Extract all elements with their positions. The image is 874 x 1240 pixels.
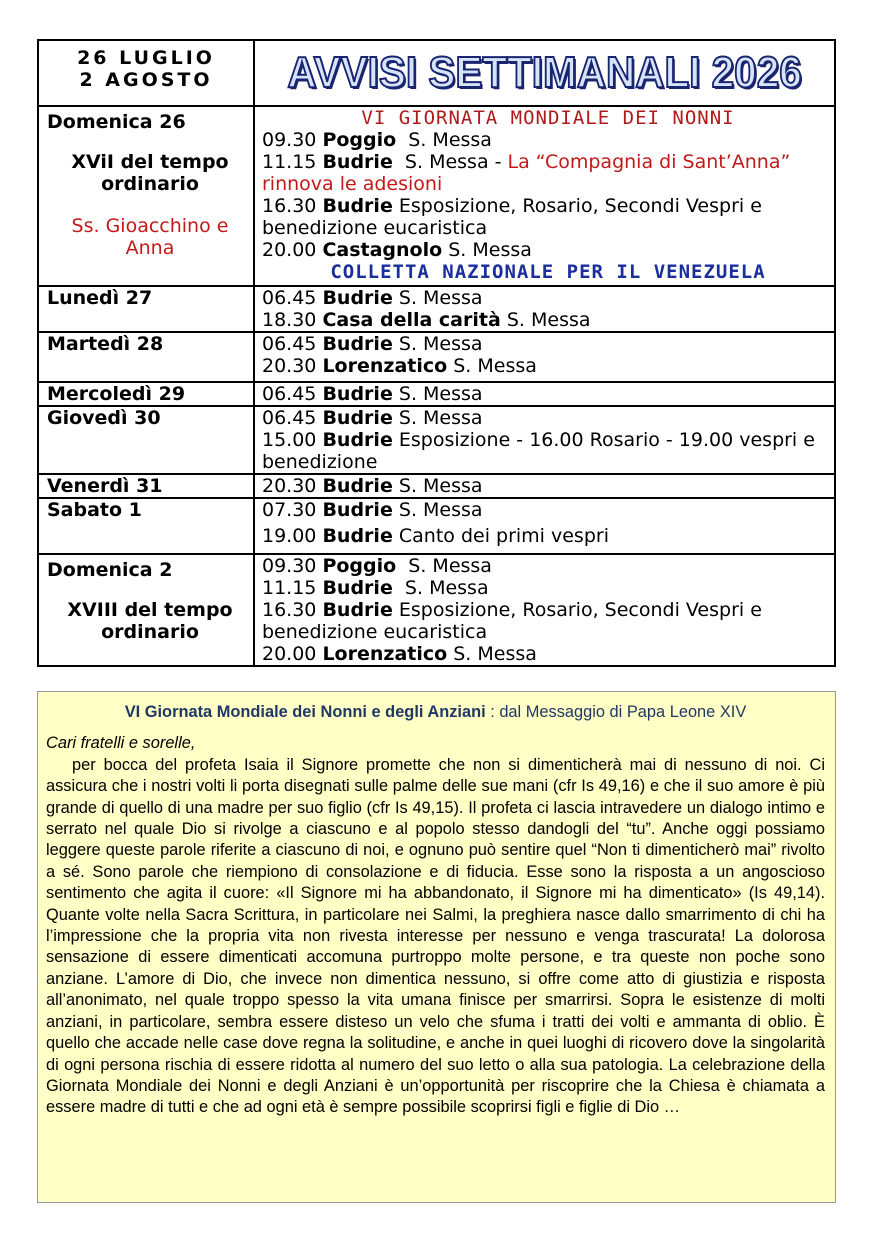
day-row-thursday-30 — [38, 406, 835, 474]
event-heading: VI GIORNATA MONDIALE DEI NONNI — [361, 107, 735, 129]
events-cell — [254, 498, 835, 554]
event-item: 09.30 Poggio S. Messa — [262, 129, 492, 151]
event-item: 06.45 Budrie S. Messa — [262, 287, 483, 309]
events-cell — [254, 106, 835, 286]
events-cell — [254, 554, 835, 666]
event-item: 11.15 Budrie S. Messa — [262, 577, 489, 599]
event-footer-note: COLLETTA NAZIONALE PER IL VENEZUELA — [330, 261, 766, 283]
message-box — [37, 691, 836, 1203]
date-range — [38, 40, 254, 106]
day-name: Lunedì 27 — [47, 287, 153, 309]
events-cell — [254, 332, 835, 382]
event-item: 20.00 Lorenzatico S. Messa — [262, 643, 537, 665]
message-heading — [46, 702, 825, 723]
day-row-tuesday-28 — [38, 332, 835, 382]
day-label-cell — [38, 474, 254, 498]
event-item: 16.30 Budrie Esposizione, Rosario, Secondi Vespri e benedizione eucaristica — [262, 195, 762, 239]
saint-of-day: Ss. Gioacchino e Anna — [71, 215, 229, 259]
day-row-sunday-26 — [38, 106, 835, 286]
date-end: 2 AGOSTO — [79, 69, 213, 91]
liturgical-week: XVIII del tempo ordinario — [67, 599, 233, 643]
events-cell — [254, 474, 835, 498]
day-row-friday-31 — [38, 474, 835, 498]
day-name: Giovedì 30 — [47, 407, 161, 429]
event-item: 20.30 Lorenzatico S. Messa — [262, 355, 537, 377]
day-label-cell — [38, 554, 254, 666]
event-item: 06.45 Budrie S. Messa — [262, 383, 483, 405]
events-cell — [254, 406, 835, 474]
message-heading-source: : dal Messaggio di Papa Leone XIV — [485, 703, 747, 721]
day-name: Mercoledì 29 — [47, 383, 186, 405]
event-item: 15.00 Budrie Esposizione - 16.00 Rosario - 19.00 vespri e benedizione — [262, 429, 815, 473]
day-name: Domenica 2 — [47, 559, 173, 581]
event-item: 09.30 Poggio S. Messa — [262, 555, 492, 577]
page-title: AVVISI SETTIMANALI 2026 — [287, 48, 802, 97]
event-item: 07.30 Budrie S. Messa — [262, 499, 483, 521]
message-heading-title: VI Giornata Mondiale dei Nonni e degli Anziani — [124, 703, 486, 721]
liturgical-week: XViI del tempo ordinario — [71, 151, 229, 195]
event-item: 18.30 Casa della carità S. Messa — [262, 309, 591, 331]
message-body: per bocca del profeta Isaia il Signore promette che non si dimenticherà mai di nessuno di noi. Ci assicura che i nostri volti li porta disegnati sulle palme delle sue mani (cfr Is 49,16) e che il suo amore è più grande di quello di una madre per suo figlio (cfr Is 49,15). Il profeta ci lascia intravedere un dialogo intimo e serrato nel quale Dio si rivolge a ciascuno e al popolo stesso dandogli del “tu”. Anche oggi possiamo leggere queste parole riferite a ciascuno di noi, e ognuno può sentire quel “Non ti dimenticherò mai” rivolto a sé. Sono parole che riempiono di consolazione e di fiducia. Esse sono la risposta a un angoscioso sentimento che agita il cuore: «Il Signore mi ha abbandonato, il Signore mi ha dimenticato» (Is 49,14). Quante volte nella Sacra Scrittura, in particolare nei Salmi, la preghiera nasce dallo smarrimento di chi ha l’impressione che la propria vita non rivesta interesse per nessuno e venga trascurata! La dolorosa sensazione di essere dimenticati accomuna purtroppo molte persone, e tra queste non poche sono anziane. L’amore di Dio, che invece non dimentica nessuno, si offre come atto di giustizia e risposta all’anonimato, nel quale troppo spesso la vita umana finisce per smarrirsi. Sopra le esistenze di molti anziani, in particolare, sembra essere disteso un velo che sfuma i tratti dei volti e ammanta di oblio. È quello che accade nelle case dove regna la solitudine, e anche in quei luoghi di ricovero dove la singolarità di ogni persona rischia di essere ridotta al numero del suo letto o alla sua patologia. La celebrazione della Giornata Mondiale dei Nonni e degli Anziani è un’opportunità per riscoprire che la Chiesa è chiamata a essere madre di tutti e che ad ogni età è sempre possibile scoprirsi figli e figlie di Dio … — [46, 755, 825, 1117]
event-item: 06.45 Budrie S. Messa — [262, 407, 483, 429]
day-name: Domenica 26 — [47, 111, 186, 133]
day-name: Sabato 1 — [47, 499, 142, 521]
day-row-sunday-2 — [38, 554, 835, 666]
date-start: 26 LUGLIO — [77, 47, 215, 69]
schedule-table — [37, 39, 836, 667]
day-label-cell — [38, 406, 254, 474]
day-label-cell — [38, 498, 254, 554]
event-note: La “Compagnia di Sant’Anna” rinnova le adesioni — [262, 151, 791, 195]
message-salutation: Cari fratelli e sorelle, — [46, 734, 196, 753]
day-label-cell — [38, 286, 254, 332]
day-name: Martedì 28 — [47, 333, 164, 355]
event-item: 11.15 Budrie S. Messa - La “Compagnia di Sant’Anna” rinnova le adesioni — [262, 151, 791, 195]
title-cell — [254, 40, 835, 106]
events-cell — [254, 382, 835, 406]
event-item: 16.30 Budrie Esposizione, Rosario, Secondi Vespri e benedizione eucaristica — [262, 599, 762, 643]
event-item: 06.45 Budrie S. Messa — [262, 333, 483, 355]
day-row-monday-27 — [38, 286, 835, 332]
day-name: Venerdì 31 — [47, 475, 163, 497]
day-label-cell — [38, 106, 254, 286]
day-label-cell — [38, 332, 254, 382]
event-item: 20.30 Budrie S. Messa — [262, 475, 483, 497]
day-row-wednesday-29 — [38, 382, 835, 406]
day-row-saturday-1 — [38, 498, 835, 554]
header-row — [38, 40, 835, 106]
events-cell — [254, 286, 835, 332]
day-label-cell — [38, 382, 254, 406]
event-item: 20.00 Castagnolo S. Messa — [262, 239, 532, 261]
event-item: 19.00 Budrie Canto dei primi vespri — [262, 525, 609, 547]
